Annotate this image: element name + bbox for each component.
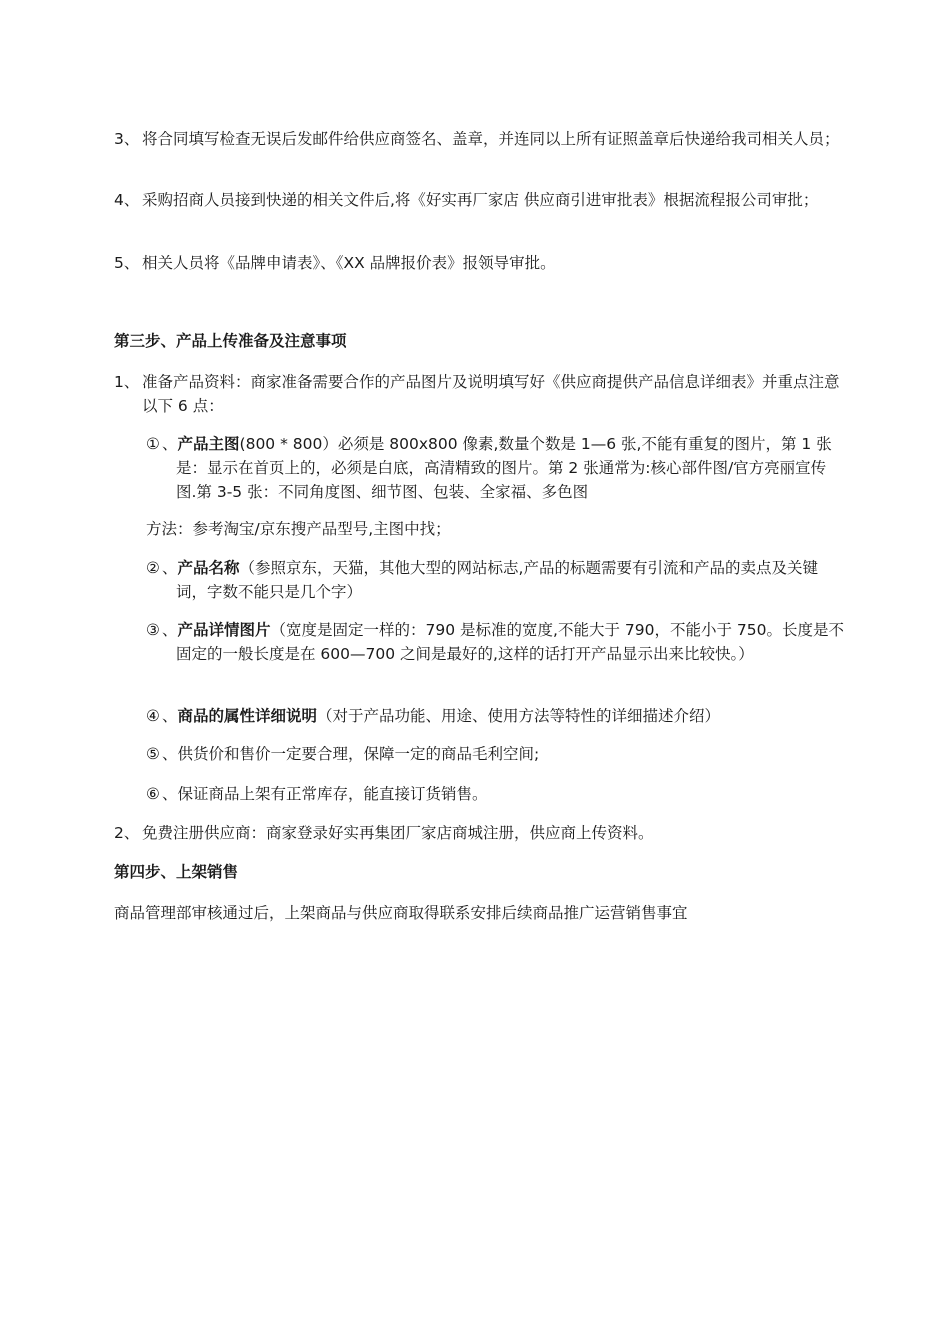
circled-number: ① <box>146 435 160 453</box>
circled-number: ⑤ <box>146 745 160 763</box>
sub-item-bold: 产品主图 <box>177 435 240 453</box>
section-heading-step3: 第三步、产品上传准备及注意事项 <box>114 332 347 350</box>
method-line: 方法：参考淘宝/京东搜产品型号,主图中找； <box>146 520 451 538</box>
item-text: 免费注册供应商：商家登录好实再集团厂家店商城注册，供应商上传资料。 <box>142 824 654 842</box>
item-text: 准备产品资料：商家准备需要合作的产品图片及说明填写好《供应商提供产品信息详细表》并重点注意以下 6 点： <box>142 373 840 415</box>
sub-item-text: （宽度是固定一样的：790 是标准的宽度,不能大于 790，不能小于 750。长度是不固定的一般长度是在 600—700 之间是最好的,这样的话打开产品显示出来比较快。） <box>176 621 844 663</box>
item-text: 将合同填写检查无误后发邮件给供应商签名、盖章，并连同以上所有证照盖章后快递给我司相关人员； <box>142 130 840 148</box>
sub-item-body <box>146 782 846 806</box>
sub-item-bold: 产品名称 <box>177 559 240 577</box>
circled-number: ③ <box>146 621 160 639</box>
list-item <box>114 127 844 151</box>
sub-item-body <box>146 704 846 728</box>
circled-number: ④ <box>146 707 160 725</box>
sub-item-name <box>146 556 846 604</box>
item-number: 3、 <box>114 130 140 148</box>
list-item <box>114 251 844 275</box>
sub-item-body <box>146 618 846 666</box>
sub-item-pricing <box>146 742 846 766</box>
separator: 、 <box>162 621 178 639</box>
separator: 、 <box>162 707 178 725</box>
sub-item-bold: 商品的属性详细说明 <box>177 707 318 725</box>
list-item <box>114 370 844 418</box>
sub-item-attributes <box>146 704 846 728</box>
step4-text: 商品管理部审核通过后，上架商品与供应商取得联系安排后续商品推广运营销售事宜 <box>114 904 688 922</box>
sub-item-body <box>146 742 846 766</box>
sub-item-main-image <box>146 432 846 504</box>
sub-item-detail-images <box>146 618 846 666</box>
item-text: 相关人员将《品牌申请表》、《XX 品牌报价表》报领导审批。 <box>142 254 556 272</box>
item-number: 1、 <box>114 373 140 391</box>
separator: 、 <box>162 785 178 803</box>
separator: 、 <box>162 559 178 577</box>
sub-item-text: （参照京东，天猫，其他大型的网站标志,产品的标题需要有引流和产品的卖点及关键词，字数不能只是几个字） <box>176 559 818 601</box>
sub-item-stock <box>146 782 846 806</box>
separator: 、 <box>162 745 178 763</box>
sub-item-text: 保证商品上架有正常库存，能直接订货销售。 <box>177 785 488 803</box>
sub-item-text: (800 * 800）必须是 800x800 像素,数量个数是 1—6 张,不能有重复的图片，第 1 张是：显示在首页上的，必须是白底，高清精致的图片。第 2 张通常为:核心部件图/官方亮丽宣传图.第 3-5 张：不同角度图、细节图、包装、全家福、多色图 <box>176 435 832 501</box>
sub-item-text: （对于产品功能、用途、使用方法等特性的详细描述介绍） <box>317 707 721 725</box>
item-number: 5、 <box>114 254 140 272</box>
item-number: 4、 <box>114 191 140 209</box>
list-item <box>114 188 844 212</box>
sub-item-text: 供货价和售价一定要合理，保障一定的商品毛利空间; <box>177 745 540 763</box>
sub-item-bold: 产品详情图片 <box>177 621 271 639</box>
sub-item-body <box>146 556 846 604</box>
circled-number: ⑥ <box>146 785 160 803</box>
circled-number: ② <box>146 559 160 577</box>
item-number: 2、 <box>114 824 140 842</box>
item-text: 采购招商人员接到快递的相关文件后,将《好实再厂家店 供应商引进审批表》根据流程报公司审批； <box>142 191 819 209</box>
sub-item-body <box>146 432 846 504</box>
separator: 、 <box>162 435 178 453</box>
section-heading-step4: 第四步、上架销售 <box>114 863 239 881</box>
list-item <box>114 821 844 845</box>
